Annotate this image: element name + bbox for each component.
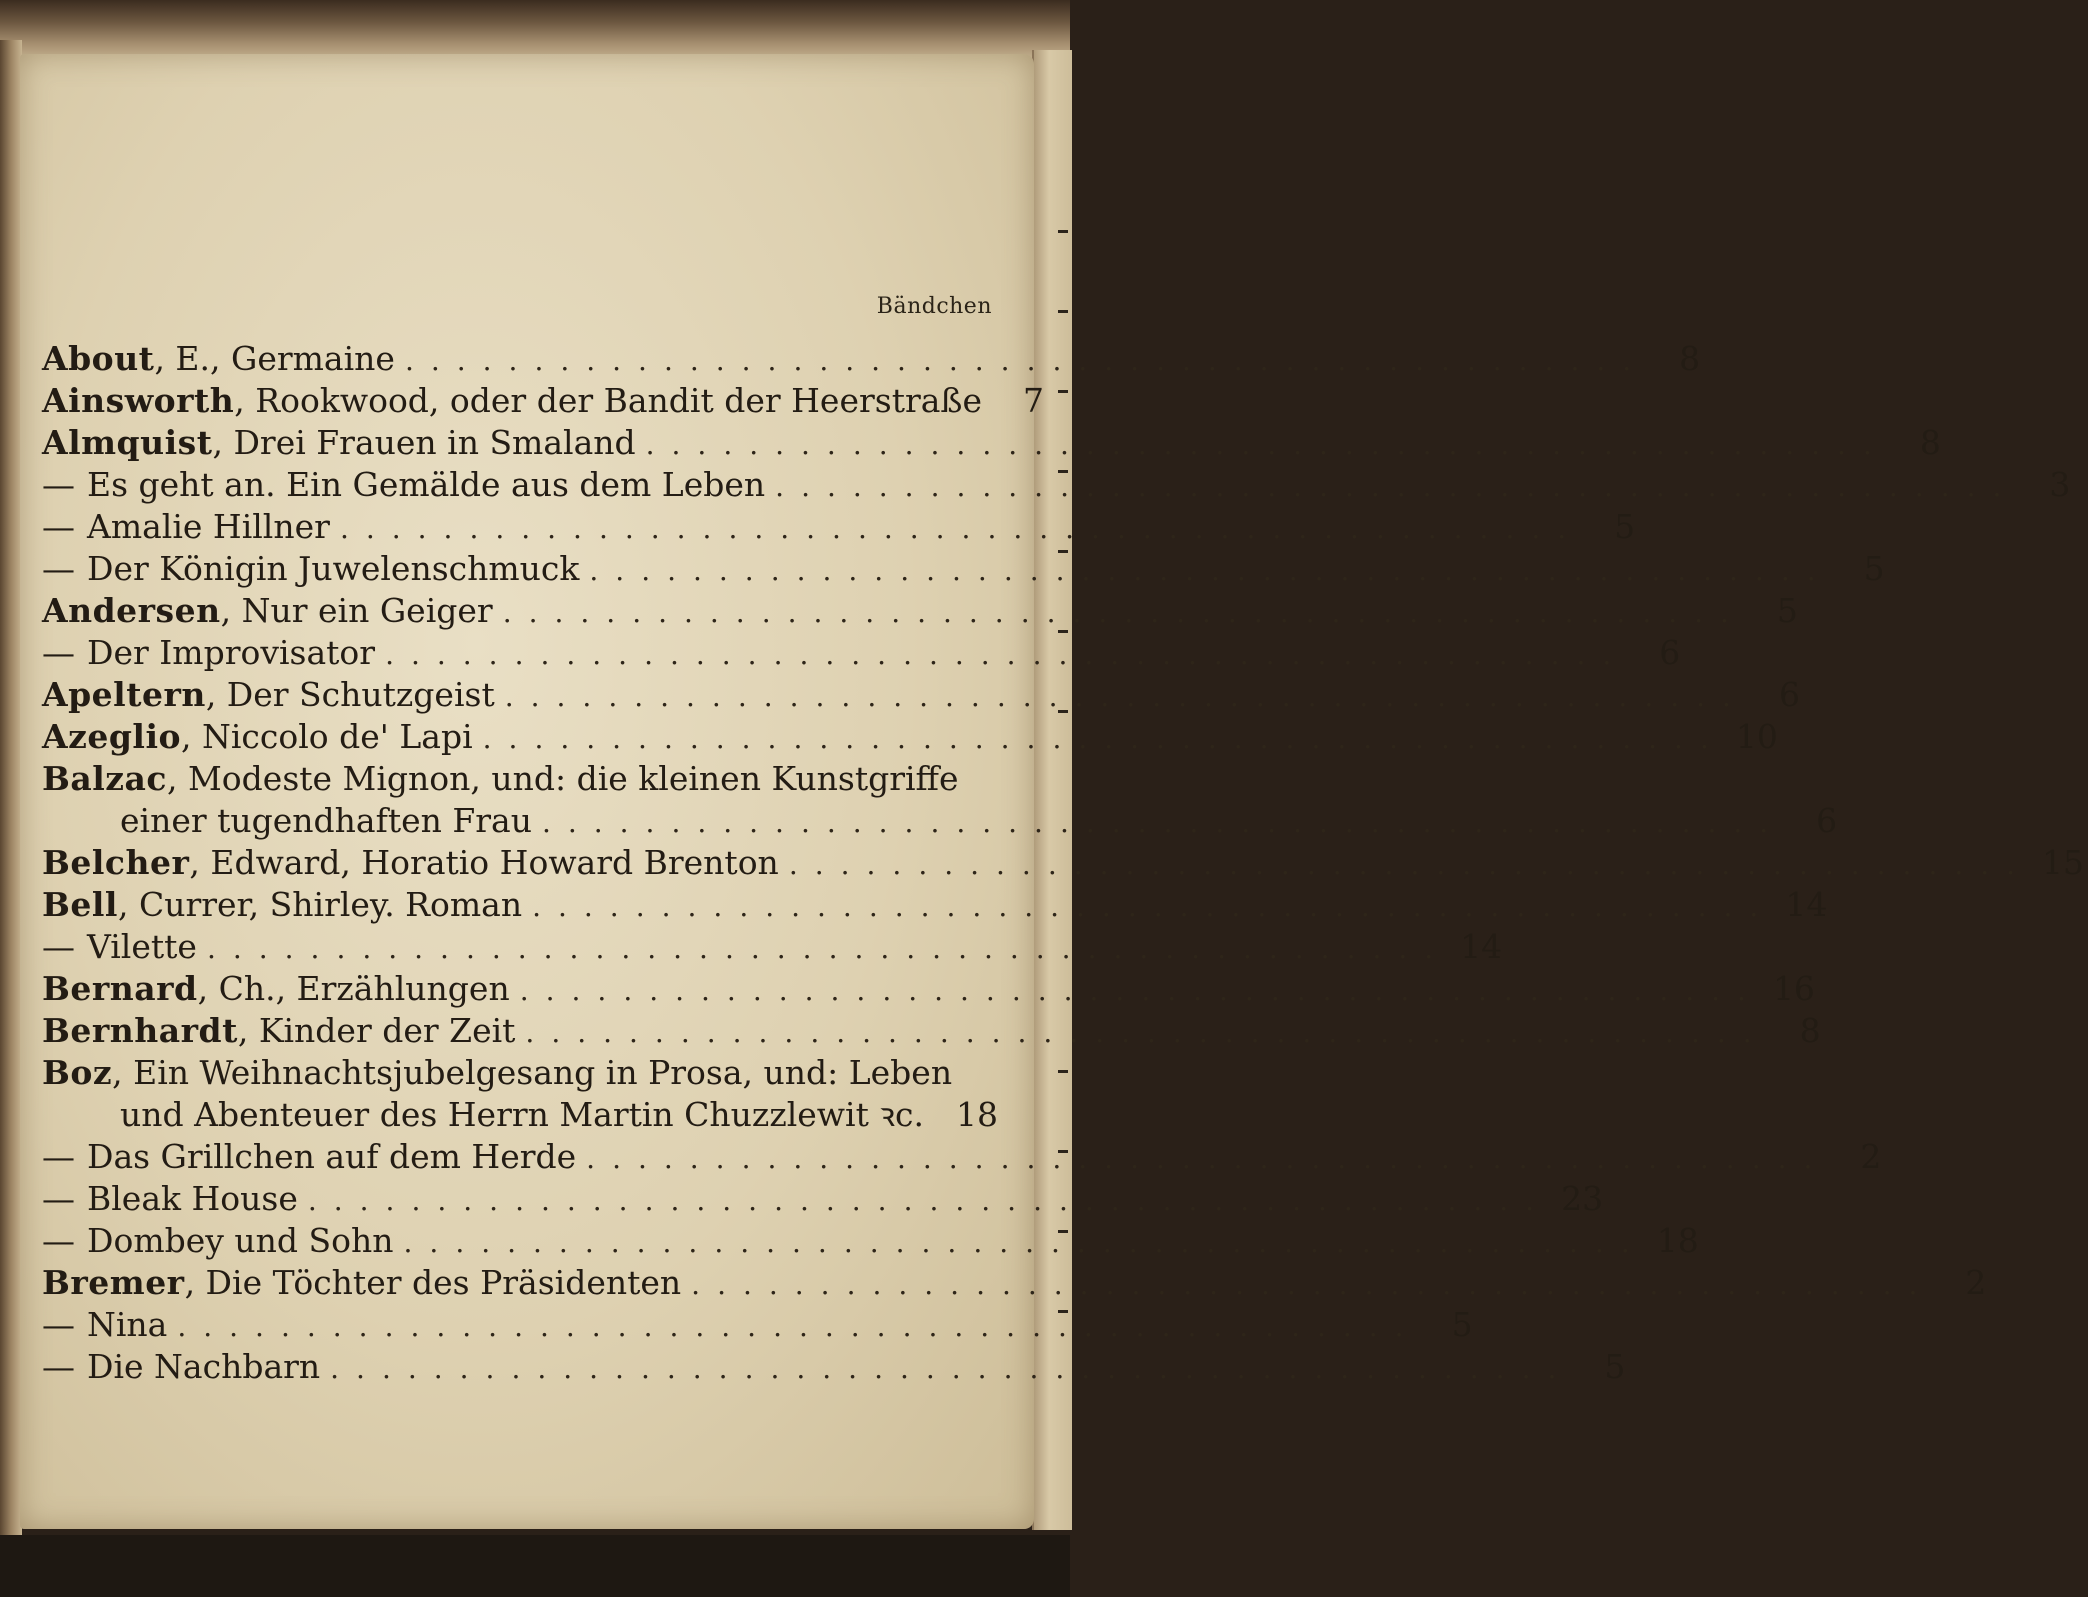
catalog-entry [42, 1304, 1473, 1346]
volume-count: 5 [1451, 1305, 1473, 1344]
volume-count: 2 [1860, 1137, 1882, 1176]
volume-count: 15 [2042, 843, 2085, 882]
entry-title [42, 1094, 924, 1136]
catalog-entry [42, 968, 1815, 1010]
entry-title [42, 590, 493, 632]
work-title: Die Nachbarn [87, 1347, 321, 1386]
catalog-entry [42, 380, 1044, 422]
entry-title [42, 1052, 952, 1094]
ditto-dash: — [42, 507, 75, 546]
catalog-entry [42, 1052, 1002, 1094]
work-title: , Rookwood, oder der Bandit der Heerstraße [234, 381, 982, 420]
catalog-entry [42, 800, 1838, 842]
volume-count: 14 [1460, 927, 1503, 966]
page-mark [1058, 1070, 1068, 1073]
catalog-entry [42, 758, 1002, 800]
ditto-dash: — [42, 927, 75, 966]
volume-count: 14 [1785, 885, 1828, 924]
work-title: , Nur ein Geiger [220, 591, 493, 630]
author-name: Bernhardt [42, 1011, 238, 1050]
ditto-dash: — [42, 633, 75, 672]
volume-count: 3 [2049, 465, 2071, 504]
dot-leader: ................................................ [206, 932, 1451, 965]
book-top-edge [0, 0, 1070, 62]
work-title: Der Improvisator [87, 633, 376, 672]
work-title: Es geht an. Ein Gemälde aus dem Leben [87, 465, 766, 504]
work-title: Das Grillchen auf dem Herde [87, 1137, 577, 1176]
author-name: Almquist [42, 423, 213, 462]
volume-count: 23 [1561, 1179, 1604, 1218]
entry-title [42, 716, 473, 758]
background-surface [0, 1535, 1070, 1597]
dot-leader: ................................................ [330, 1352, 1574, 1385]
dot-leader: ................................................ [482, 722, 1726, 755]
volume-count: 16 [1772, 969, 1815, 1008]
work-title: , Edward, Horatio Howard Brenton [189, 843, 779, 882]
entry-title [42, 1010, 515, 1052]
catalog-entry [42, 338, 1701, 380]
dot-leader: ................................................ [532, 890, 1776, 923]
catalog-entry [42, 1220, 1699, 1262]
entry-title [42, 338, 395, 380]
entry-title [42, 758, 959, 800]
work-title: , Currer, Shirley. Roman [117, 885, 523, 924]
volume-count: 8 [1919, 423, 1941, 462]
work-title: , Der Schutzgeist [205, 675, 495, 714]
work-title: einer tugendhaften Frau [120, 801, 532, 840]
entry-title [42, 422, 636, 464]
dot-leader: ................................................ [339, 512, 1584, 545]
catalog-entry [42, 548, 1885, 590]
catalog-entry [42, 1346, 1626, 1388]
catalog-entry [42, 674, 1800, 716]
work-title: , Modeste Mignon, und: die kleinen Kunstgriffe [167, 759, 959, 798]
entry-title [42, 674, 495, 716]
work-title: , Kinder der Zeit [237, 1011, 516, 1050]
ditto-dash: — [42, 1221, 75, 1260]
catalog-entry [42, 926, 1503, 968]
dot-leader: ................................................ [504, 680, 1748, 713]
volume-count: 6 [1778, 675, 1800, 714]
catalog-entry [42, 884, 1828, 926]
ditto-dash: — [42, 1347, 75, 1386]
dot-leader: ................................................ [645, 428, 1889, 461]
work-title: , Die Töchter des Präsidenten [184, 1263, 682, 1302]
volume-count: 8 [1679, 339, 1701, 378]
volume-count: 6 [1816, 801, 1838, 840]
entry-title [42, 1346, 320, 1388]
ditto-dash: — [42, 1137, 75, 1176]
entry-title [42, 1262, 681, 1304]
volume-count: 5 [1614, 507, 1636, 546]
dot-leader: ................................................ [385, 638, 1629, 671]
entry-title [42, 926, 197, 968]
entry-title [42, 632, 375, 674]
author-name: Boz [42, 1053, 113, 1092]
author-name: Bremer [42, 1263, 185, 1302]
author-name: Apeltern [42, 675, 206, 714]
dot-leader: ................................................ [177, 1310, 1421, 1343]
entry-title [42, 1220, 394, 1262]
catalog-entry [42, 1136, 1882, 1178]
catalog-entry-list [42, 338, 2085, 1388]
ditto-dash: — [42, 1179, 75, 1218]
catalog-entry [42, 1262, 1987, 1304]
dot-leader: ................................................ [775, 470, 2019, 503]
dot-leader: ................................................ [691, 1268, 1935, 1301]
work-title: und Abenteuer des Herrn Martin Chuzzlewit ꝛc. [120, 1095, 924, 1134]
catalog-entry [42, 842, 2085, 884]
work-title: Nina [87, 1305, 168, 1344]
catalog-entry [42, 716, 1778, 758]
volume-count: 5 [1776, 591, 1798, 630]
ditto-dash: — [42, 549, 75, 588]
entry-title [42, 968, 510, 1010]
volumes-column-header: Bändchen [876, 294, 992, 319]
dot-leader: ................................................ [519, 974, 1763, 1007]
dot-leader: ................................................ [589, 554, 1833, 587]
dot-leader: ................................................ [525, 1016, 1769, 1049]
dot-leader: ................................................ [403, 1226, 1647, 1259]
author-name: Belcher [42, 843, 190, 882]
volume-count: 10 [1735, 717, 1778, 756]
dot-leader: ................................................ [586, 1142, 1830, 1175]
author-name: Andersen [42, 591, 221, 630]
catalog-entry [42, 422, 1941, 464]
author-name: Azeglio [42, 717, 181, 756]
author-name: Bell [42, 885, 118, 924]
author-name: Ainsworth [42, 381, 235, 420]
entry-title [42, 842, 779, 884]
author-name: About [42, 339, 155, 378]
dot-leader: ................................................ [788, 848, 2033, 881]
work-title: , Drei Frauen in Smaland [212, 423, 636, 462]
entry-title [42, 464, 765, 506]
work-title: Bleak House [87, 1179, 298, 1218]
page-mark [1058, 230, 1068, 233]
work-title: Dombey und Sohn [87, 1221, 394, 1260]
catalog-entry [42, 506, 1636, 548]
catalog-entry [42, 590, 1798, 632]
catalog-entry [42, 1094, 1002, 1136]
entry-title [42, 380, 982, 422]
ditto-dash: — [42, 465, 75, 504]
volume-count: 18 [1656, 1221, 1699, 1260]
book-binding [0, 40, 22, 1540]
work-title: Vilette [87, 927, 197, 966]
work-title: Der Königin Juwelenschmuck [87, 549, 580, 588]
entry-title [42, 548, 579, 590]
catalog-entry [42, 1178, 1604, 1220]
dot-leader: ................................................ [502, 596, 1746, 629]
work-title: Amalie Hillner [87, 507, 330, 546]
volume-count: 2 [1965, 1263, 1987, 1302]
entry-title [42, 1136, 576, 1178]
page-mark [1058, 390, 1068, 393]
entry-title [42, 506, 330, 548]
catalog-entry [42, 632, 1681, 674]
author-name: Bernard [42, 969, 198, 1008]
work-title: , Niccolo de' Lapi [181, 717, 473, 756]
volume-count: 8 [1799, 1011, 1821, 1050]
entry-title [42, 800, 532, 842]
volume-count: 6 [1659, 633, 1681, 672]
author-name: Balzac [42, 759, 168, 798]
entry-title [42, 884, 522, 926]
work-title: , E., Germaine [154, 339, 395, 378]
dot-leader: ................................................ [307, 1184, 1552, 1217]
ditto-dash: — [42, 1305, 75, 1344]
volume-count: 7 [1022, 381, 1044, 420]
volume-count: 18 [956, 1095, 998, 1134]
page-mark [1058, 310, 1068, 313]
work-title: , Ch., Erzählungen [197, 969, 510, 1008]
volume-count: 5 [1863, 549, 1885, 588]
catalog-entry [42, 464, 2071, 506]
work-title: , Ein Weihnachtsjubelgesang in Prosa, und: Leben [112, 1053, 953, 1092]
volume-count: 5 [1604, 1347, 1626, 1386]
entry-title [42, 1304, 167, 1346]
dot-leader: ................................................ [541, 806, 1786, 839]
catalog-entry [42, 1010, 1821, 1052]
entry-title [42, 1178, 298, 1220]
dot-leader: ................................................ [404, 344, 1649, 377]
